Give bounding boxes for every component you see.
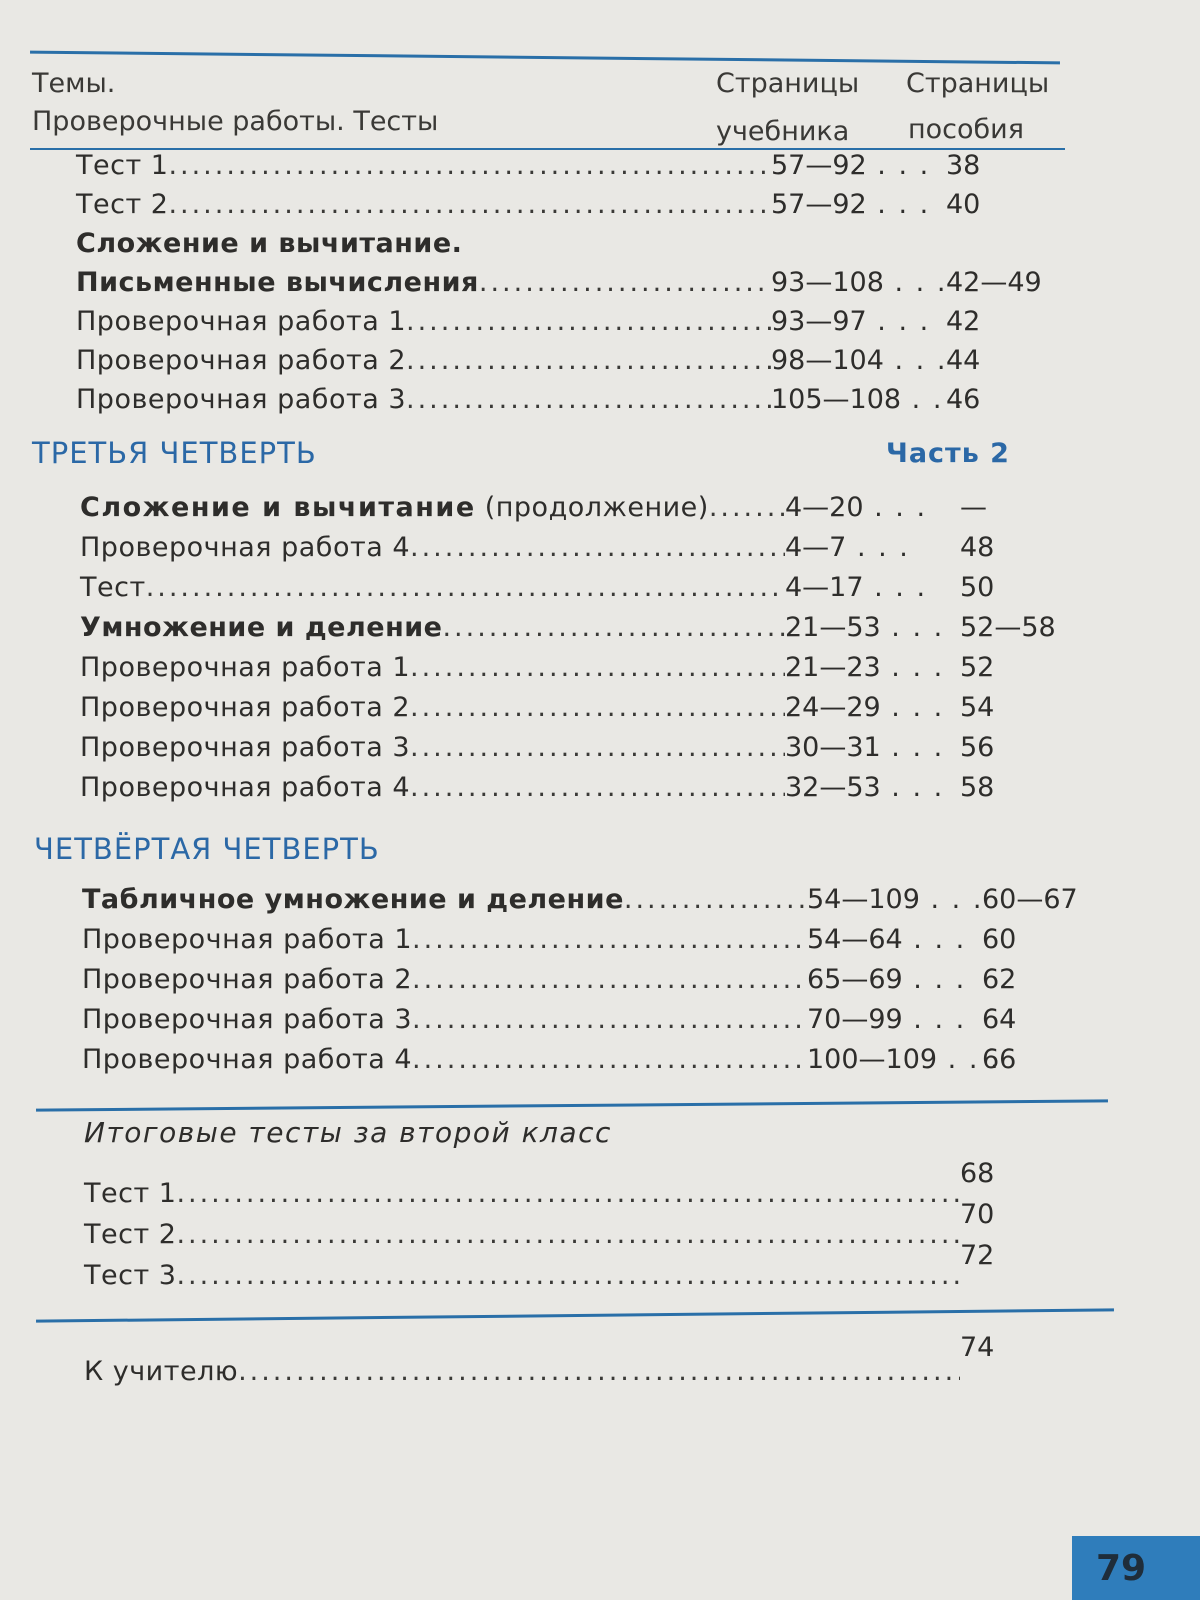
textbook-pages: 65—69	[807, 964, 903, 995]
textbook-pages: 54—109	[807, 884, 920, 915]
leader-dots	[146, 572, 785, 603]
leader-dots	[412, 1004, 807, 1035]
toc-row-title: Проверочная работа 1	[82, 924, 413, 955]
leader-dots	[624, 884, 807, 915]
manual-pages: 60	[982, 924, 1017, 955]
leader-dots	[406, 306, 771, 337]
manual-pages: 68	[960, 1158, 995, 1189]
leader-dots	[176, 1178, 960, 1209]
part-label: Часть 2	[886, 438, 1010, 469]
toc-row	[80, 572, 1080, 610]
toc-row	[84, 1240, 1044, 1298]
textbook-pages: 98—104	[771, 345, 884, 376]
textbook-pages: 4—7	[785, 532, 847, 563]
toc-row	[76, 384, 1066, 422]
manual-pages: 46	[946, 384, 981, 415]
toc-row	[80, 612, 1080, 650]
teacher-rule	[36, 1308, 1114, 1322]
manual-pages: 72	[960, 1240, 995, 1271]
toc-row	[82, 1004, 1102, 1042]
leader-dots	[410, 692, 785, 723]
leader-dots	[176, 1260, 960, 1291]
toc-row	[80, 492, 1080, 530]
toc-row	[84, 1332, 1044, 1394]
header-manual-pages-sub: пособия	[908, 114, 1024, 145]
toc-row	[82, 884, 1102, 922]
manual-pages: 44	[946, 345, 981, 376]
leader-dots	[238, 1356, 960, 1387]
textbook-pages: 32—53	[785, 772, 881, 803]
manual-pages: 70	[960, 1199, 995, 1230]
toc-row	[80, 772, 1080, 810]
textbook-pages: 21—53	[785, 612, 881, 643]
toc-row-title: Проверочная работа 4	[80, 532, 411, 563]
toc-row-title: Проверочная работа 4	[80, 772, 411, 803]
textbook-pages: 54—64	[807, 924, 903, 955]
textbook-pages: 93—97	[771, 306, 867, 337]
toc-row-subtitle: (продолжение)	[484, 492, 709, 523]
toc-row	[82, 924, 1102, 962]
manual-pages: 52—58	[960, 612, 1056, 643]
manual-pages: 48	[960, 532, 995, 563]
manual-pages: 62	[982, 964, 1017, 995]
manual-pages: 38	[946, 150, 981, 181]
manual-pages: 52	[960, 652, 995, 683]
toc-row-title: Тест 2	[76, 189, 169, 220]
leader-dots	[406, 384, 771, 415]
header-topics: Темы.	[32, 68, 116, 99]
leader-dots	[176, 1219, 960, 1250]
header-textbook-pages: Страницы	[716, 68, 860, 99]
toc-row-title: Проверочная работа 3	[82, 1004, 413, 1035]
toc-row-title: Сложение и вычитание	[80, 492, 476, 523]
manual-pages: 42	[946, 306, 981, 337]
textbook-pages: 105—108	[771, 384, 902, 415]
manual-pages: 50	[960, 572, 995, 603]
toc-row-title: Тест	[80, 572, 146, 603]
manual-pages: 58	[960, 772, 995, 803]
textbook-pages: 4—17	[785, 572, 864, 603]
leader-dots	[410, 652, 785, 683]
toc-row	[80, 652, 1080, 690]
textbook-pages: 30—31	[785, 732, 881, 763]
leader-dots	[709, 492, 785, 523]
toc-row-title: Тест 1	[76, 150, 169, 181]
leader-dots	[406, 345, 771, 376]
leader-dots	[168, 189, 771, 220]
toc-row	[80, 692, 1080, 730]
toc-row	[82, 1044, 1102, 1082]
leader-dots	[410, 532, 785, 563]
manual-pages: 66	[982, 1044, 1017, 1075]
toc-row	[84, 1158, 1044, 1216]
header-manual-pages: Страницы	[906, 68, 1050, 99]
manual-pages: 54	[960, 692, 995, 723]
section-title-fourth-quarter: ЧЕТВЁРТАЯ ЧЕТВЕРТЬ	[34, 832, 380, 866]
header-tests: Проверочные работы. Тесты	[32, 106, 439, 137]
manual-pages: 42—49	[946, 267, 1042, 298]
toc-row	[76, 189, 1066, 227]
toc-row-title: Проверочная работа 3	[80, 732, 411, 763]
toc-row-title: Проверочная работа 3	[76, 384, 407, 415]
top-rule	[30, 51, 1060, 65]
final-tests-rule	[36, 1099, 1108, 1111]
final-tests-title: Итоговые тесты за второй класс	[84, 1116, 612, 1149]
leader-dots	[410, 732, 785, 763]
textbook-pages: 100—109	[807, 1044, 938, 1075]
leader-dots	[412, 964, 807, 995]
toc-row	[80, 532, 1080, 570]
leader-dots	[168, 150, 771, 181]
toc-row-title: Проверочная работа 1	[80, 652, 411, 683]
manual-pages: —	[960, 492, 987, 523]
toc-row	[76, 150, 1066, 188]
header-textbook-pages-sub: учебника	[716, 116, 850, 147]
toc-row	[76, 267, 1066, 305]
leader-dots	[412, 1044, 807, 1075]
manual-pages: 60—67	[982, 884, 1078, 915]
leader-dots	[442, 612, 785, 643]
textbook-pages: 93—108	[771, 267, 884, 298]
toc-row-title: Проверочная работа 2	[80, 692, 411, 723]
toc-row-title: Письменные вычисления	[76, 267, 479, 298]
toc-row-title: Тест 3	[84, 1260, 177, 1291]
toc-row-title: Сложение и вычитание.	[76, 228, 463, 259]
toc-row	[84, 1199, 1044, 1257]
toc-row-title: Тест 1	[84, 1178, 177, 1209]
toc-row	[76, 345, 1066, 383]
page-number: 79	[1072, 1536, 1200, 1600]
manual-pages: 64	[982, 1004, 1017, 1035]
manual-pages: 40	[946, 189, 981, 220]
textbook-pages: 24—29	[785, 692, 881, 723]
toc-row-title: Проверочная работа 1	[76, 306, 407, 337]
manual-pages: 56	[960, 732, 995, 763]
textbook-pages: 70—99	[807, 1004, 903, 1035]
leader-dots	[412, 924, 807, 955]
toc-row-title: Тест 2	[84, 1219, 177, 1250]
leader-dots	[479, 267, 771, 298]
textbook-pages: 57—92	[771, 189, 867, 220]
toc-row	[80, 732, 1080, 770]
leader-dots	[410, 772, 785, 803]
textbook-pages: 21—23	[785, 652, 881, 683]
toc-row	[76, 228, 1066, 266]
section-title-third-quarter: ТРЕТЬЯ ЧЕТВЕРТЬ	[32, 436, 317, 470]
toc-row-title: Проверочная работа 2	[76, 345, 407, 376]
textbook-pages: 4—20	[785, 492, 864, 523]
manual-pages: 74	[960, 1332, 995, 1363]
textbook-pages: 57—92	[771, 150, 867, 181]
toc-row-title: Табличное умножение и деление	[82, 884, 624, 915]
toc-row	[76, 306, 1066, 344]
toc-row-title: Проверочная работа 4	[82, 1044, 413, 1075]
toc-row-title: Проверочная работа 2	[82, 964, 413, 995]
toc-row-title: Умножение и деление	[80, 612, 443, 643]
toc-row-title: К учителю	[84, 1356, 239, 1387]
toc-row	[82, 964, 1102, 1002]
